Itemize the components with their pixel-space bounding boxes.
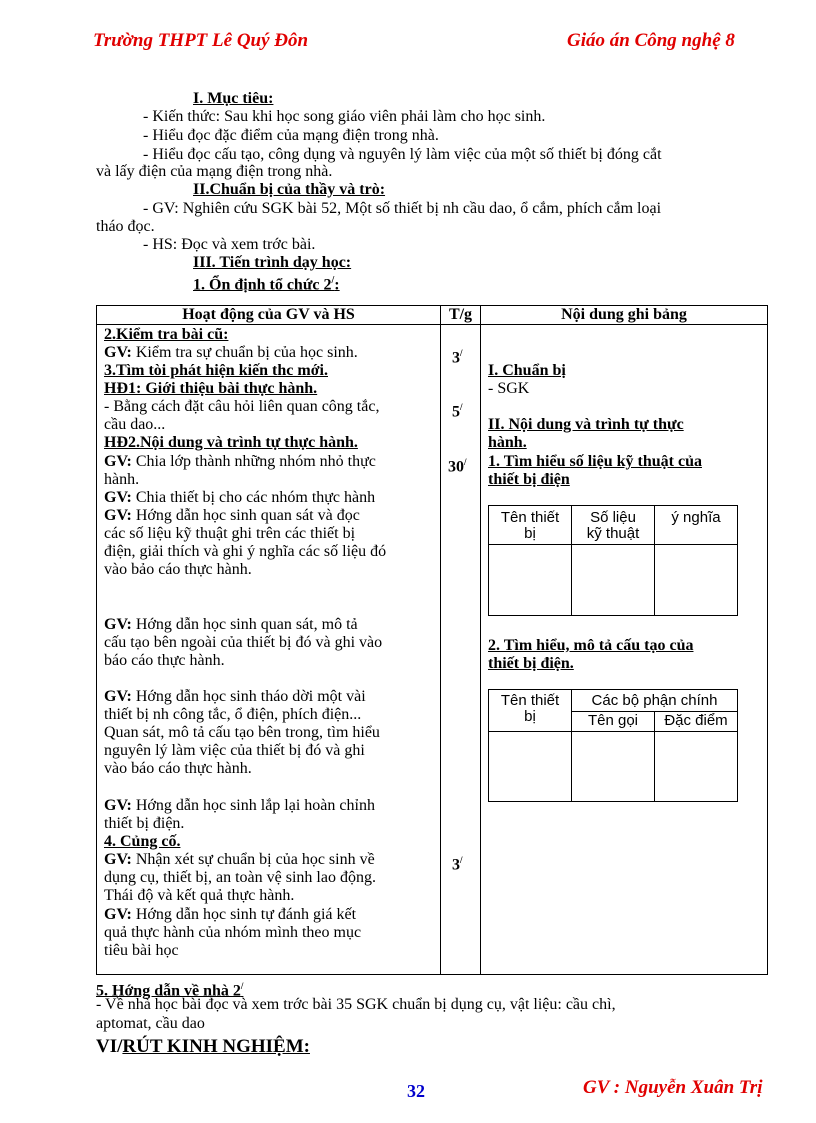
time-value: 3/ xyxy=(452,348,463,367)
subject-title: Giáo án Công nghệ 8 xyxy=(567,30,735,51)
step-1-heading: 1. Ổn định tổ chức 2/: xyxy=(193,275,340,294)
left-line: dụng cụ, thiết bị, an toàn vệ sinh lao động. xyxy=(104,869,376,886)
left-line: GV: Hớng dẫn học sinh quan sát và đọc xyxy=(104,507,360,524)
left-line: thiết bị nh công tắc, ổ điện, phích điện... xyxy=(104,706,362,723)
teacher-name: GV : Nguyễn Xuân Trị xyxy=(583,1077,763,1098)
prep-teacher-cont: tháo đọc. xyxy=(96,218,155,235)
left-line: GV: Kiểm tra sự chuẩn bị của học sinh. xyxy=(104,344,358,361)
col-content-header: Nội dung ghi bảng xyxy=(561,306,687,323)
prep-student: - HS: Đọc và xem trớc bài. xyxy=(143,236,316,253)
left-line: điện, giải thích và ghi ý nghĩa các số liệu đó xyxy=(104,543,387,560)
left-line: - Bằng cách đặt câu hỏi liên quan công tắc, xyxy=(104,398,380,415)
col-activity-header: Hoạt động của GV và HS xyxy=(182,306,355,323)
left-line: GV: Hớng dẫn học sinh tự đánh giá kết xyxy=(104,906,357,923)
section-6-heading: VI/RÚT KINH NGHIỆM: xyxy=(96,1036,310,1057)
objective-3-cont: và lấy điện của mạng điện trong nhà. xyxy=(96,163,333,180)
task-2-heading: 2. Tìm hiểu, mô tả cấu tạo của xyxy=(488,637,694,654)
task-2-heading-cont: thiết bị điện. xyxy=(488,655,574,672)
left-line: vào bảo cáo thực hành. xyxy=(104,561,252,578)
homework-line-cont: aptomat, cầu dao xyxy=(96,1015,205,1032)
time-value: 3/ xyxy=(452,855,463,874)
structure-col-device: Tên thiết bị xyxy=(500,692,560,725)
section-3-heading: 3.Tìm tòi phát hiện kiến thc mới. xyxy=(104,362,328,379)
task-1-heading-cont: thiết bị điện xyxy=(488,471,570,488)
left-line: cấu tạo bên ngoài của thiết bị đó và ghi vào xyxy=(104,634,383,651)
time-value: 5/ xyxy=(452,402,463,421)
left-line: nguyên lý làm việc của thiết bị đó và ghi xyxy=(104,742,365,759)
prep-section-heading: I. Chuẩn bị xyxy=(488,362,566,379)
left-line: GV: Nhận xét sự chuẩn bị của học sinh về xyxy=(104,851,375,868)
section-2-heading: 2.Kiểm tra bài cũ: xyxy=(104,326,229,343)
specs-col-meaning: ý nghĩa xyxy=(671,509,721,526)
left-line: quả thực hành của nhóm mình theo mục xyxy=(104,924,362,941)
section-5-heading: 5. Hớng dẫn về nhà 2/ xyxy=(96,981,244,1000)
left-line: báo cáo thực hành. xyxy=(104,652,225,669)
objectives-heading: I. Mục tiêu: xyxy=(193,90,274,107)
time-value: 30/ xyxy=(448,457,467,476)
left-line: các số liệu kỹ thuật ghi trên các thiết bị xyxy=(104,525,356,542)
homework-line: - Về nhà học bài đọc và xem trớc bài 35 SGK chuẩn bị dụng cụ, vật liệu: cầu chì, xyxy=(96,996,616,1013)
structure-col-features: Đặc điểm xyxy=(664,712,728,729)
structure-col-parts: Các bộ phận chính xyxy=(591,692,718,709)
left-line: GV: Chia lớp thành những nhóm nhỏ thực xyxy=(104,453,376,470)
content-heading: II. Nội dung và trình tự thực xyxy=(488,416,684,433)
section-4-heading: 4. Củng cố. xyxy=(104,833,181,850)
left-line: tiêu bài học xyxy=(104,942,179,959)
objective-1: - Kiến thức: Sau khi học song giáo viên phải làm cho học sinh. xyxy=(143,108,546,125)
left-line: GV: Hớng dẫn học sinh lắp lại hoàn chỉnh xyxy=(104,797,375,814)
content-heading-cont: hành. xyxy=(488,434,527,451)
sgk-item: - SGK xyxy=(488,380,530,397)
hd1-heading: HĐ1: Giới thiệu bài thực hành. xyxy=(104,380,318,397)
specs-col-device: Tên thiết bị xyxy=(500,509,560,542)
left-line: GV: Hớng dẫn học sinh quan sát, mô tả xyxy=(104,616,358,633)
prep-teacher: - GV: Nghiên cứu SGK bài 52, Một số thiết bị nh cầu dao, ổ cắm, phích cắm loại xyxy=(143,200,662,217)
hd2-heading: HĐ2.Nội dung và trình tự thực hành. xyxy=(104,434,358,451)
left-line: Quan sát, mô tả cấu tạo bên trong, tìm hiểu xyxy=(104,724,380,741)
process-heading: III. Tiến trình dạy học: xyxy=(193,254,352,271)
objective-3: - Hiểu đọc cấu tạo, công dụng và nguyên lý làm việc của một số thiết bị đóng cắt xyxy=(143,146,662,163)
task-1-heading: 1. Tìm hiểu số liệu kỹ thuật của xyxy=(488,453,702,470)
preparation-heading: II.Chuẩn bị của thầy và trò: xyxy=(193,181,386,198)
page-number: 32 xyxy=(407,1081,425,1101)
left-line: hành. xyxy=(104,471,140,488)
specs-col-values: Số liệu kỹ thuật xyxy=(586,509,640,542)
structure-col-name: Tên gọi xyxy=(587,712,639,729)
col-time-header: T/g xyxy=(448,306,473,323)
left-line: vào báo cáo thực hành. xyxy=(104,760,252,777)
left-line: Thái độ và kết quả thực hành. xyxy=(104,887,295,904)
left-line: GV: Hớng dẫn học sinh tháo dời một vài xyxy=(104,688,366,705)
left-line: cầu dao... xyxy=(104,416,166,433)
left-line: GV: Chia thiết bị cho các nhóm thực hành xyxy=(104,489,376,506)
objective-2: - Hiểu đọc đặc điểm của mạng điện trong nhà. xyxy=(143,127,439,144)
left-line: thiết bị điện. xyxy=(104,815,185,832)
school-name: Trường THPT Lê Quý Đôn xyxy=(93,30,309,51)
